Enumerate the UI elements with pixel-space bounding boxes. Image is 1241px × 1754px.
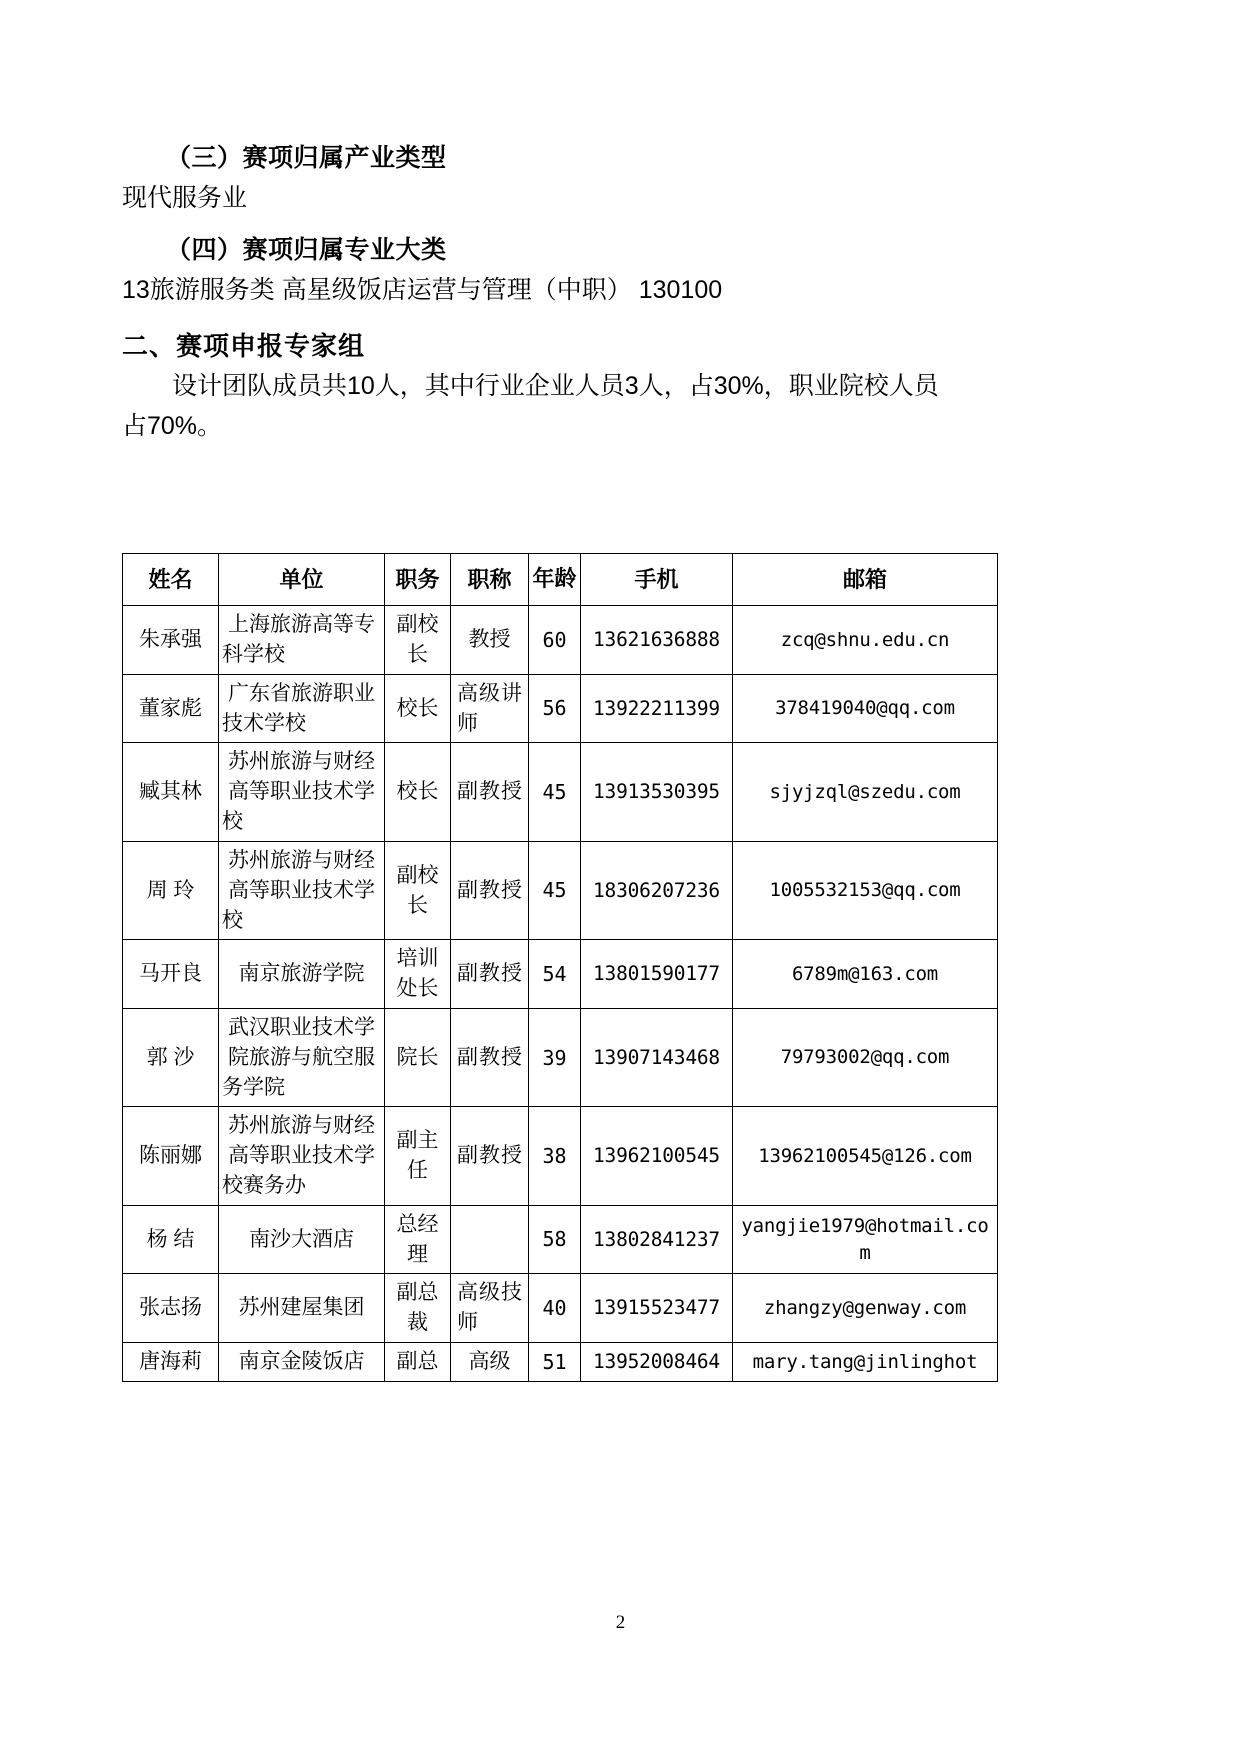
cell-email: mary.tang@jinlinghot	[733, 1343, 998, 1382]
cell-name: 唐海莉	[123, 1343, 219, 1382]
column-header-age-text: 年龄	[532, 566, 577, 592]
cell-org: 南沙大酒店	[219, 1205, 385, 1274]
cell-email: zcq@shnu.edu.cn	[733, 606, 998, 675]
column-header-org: 单位	[219, 554, 385, 606]
cell-name: 郭 沙	[123, 1008, 219, 1106]
cell-org: 苏州旅游与财经高等职业技术学校赛务办	[219, 1107, 385, 1205]
cell-title-text: 副教授	[457, 962, 522, 986]
cell-age: 45	[529, 743, 581, 841]
cell-name: 臧其林	[123, 743, 219, 841]
cell-org: 苏州旅游与财经高等职业技术学校	[219, 743, 385, 841]
cell-title-text: 副教授	[457, 780, 522, 804]
table-row	[123, 743, 998, 841]
document-body	[122, 140, 1002, 447]
table-row	[123, 1343, 998, 1382]
cell-title-text: 副教授	[457, 1045, 522, 1069]
column-header-phone: 手机	[581, 554, 733, 606]
cell-title	[451, 674, 529, 743]
cell-org: 苏州旅游与财经高等职业技术学校	[219, 841, 385, 939]
heading-expert-group: 二、赛项申报专家组	[122, 330, 366, 361]
cell-post: 培训处长	[385, 940, 451, 1009]
column-header-name: 姓名	[123, 554, 219, 606]
cell-title-text: 副教授	[457, 1144, 522, 1168]
page-number: 2	[615, 1612, 626, 1633]
column-header-age	[529, 554, 581, 606]
cell-email: yangjie1979@hotmail.com	[733, 1205, 998, 1274]
expert-table-wrapper	[122, 553, 997, 1382]
table-header-row	[123, 554, 998, 606]
cell-phone: 13801590177	[581, 940, 733, 1009]
cell-email: 6789m@163.com	[733, 940, 998, 1009]
heading-section-three: （三）赛项归属产业类型	[166, 144, 447, 172]
cell-post: 总经理	[385, 1205, 451, 1274]
cell-title: 高级	[451, 1343, 529, 1382]
cell-title	[451, 841, 529, 939]
cell-email: 1005532153@qq.com	[733, 841, 998, 939]
table-row	[123, 841, 998, 939]
cell-phone: 13907143468	[581, 1008, 733, 1106]
cell-email: 13962100545@126.com	[733, 1107, 998, 1205]
cell-org: 广东省旅游职业技术学校	[219, 674, 385, 743]
cell-name: 董家彪	[123, 674, 219, 743]
cell-post: 校长	[385, 743, 451, 841]
cell-org: 苏州建屋集团	[219, 1274, 385, 1343]
cell-age: 60	[529, 606, 581, 675]
cell-title-text: 副教授	[457, 878, 522, 902]
table-row	[123, 1107, 998, 1205]
cell-phone: 13802841237	[581, 1205, 733, 1274]
cell-org: 上海旅游高等专科学校	[219, 606, 385, 675]
cell-title: 教授	[451, 606, 529, 675]
column-header-post: 职务	[385, 554, 451, 606]
cell-email: sjyjzql@szedu.com	[733, 743, 998, 841]
major-category-value: 13旅游服务类 高星级饭店运营与管理（中职） 130100	[122, 276, 723, 304]
cell-email: zhangzy@genway.com	[733, 1274, 998, 1343]
cell-name: 马开良	[123, 940, 219, 1009]
cell-phone: 13962100545	[581, 1107, 733, 1205]
cell-title	[451, 1107, 529, 1205]
cell-phone: 13915523477	[581, 1274, 733, 1343]
expert-table	[122, 553, 998, 1382]
column-header-email: 邮箱	[733, 554, 998, 606]
cell-age: 58	[529, 1205, 581, 1274]
cell-name: 陈丽娜	[123, 1107, 219, 1205]
heading-section-four: （四）赛项归属专业大类	[166, 235, 447, 264]
cell-title-text: 高级技师	[457, 1281, 522, 1335]
cell-post: 副总	[385, 1343, 451, 1382]
cell-name: 朱承强	[123, 606, 219, 675]
industry-type-value: 现代服务业	[122, 184, 248, 213]
cell-name: 张志扬	[123, 1274, 219, 1343]
cell-email: 79793002@qq.com	[733, 1008, 998, 1106]
cell-phone: 13922211399	[581, 674, 733, 743]
cell-phone: 13621636888	[581, 606, 733, 675]
cell-post: 院长	[385, 1008, 451, 1106]
cell-age: 39	[529, 1008, 581, 1106]
table-row	[123, 1274, 998, 1343]
column-header-title: 职称	[451, 554, 529, 606]
cell-email: 378419040@qq.com	[733, 674, 998, 743]
cell-age: 54	[529, 940, 581, 1009]
cell-post: 副总裁	[385, 1274, 451, 1343]
table-row	[123, 674, 998, 743]
cell-age: 56	[529, 674, 581, 743]
table-row	[123, 1008, 998, 1106]
cell-title	[451, 1205, 529, 1274]
cell-name: 杨 结	[123, 1205, 219, 1274]
cell-phone: 13952008464	[581, 1343, 733, 1382]
cell-name: 周 玲	[123, 841, 219, 939]
table-row	[123, 940, 998, 1009]
cell-title	[451, 1008, 529, 1106]
cell-title	[451, 940, 529, 1009]
table-row	[123, 606, 998, 675]
cell-age: 45	[529, 841, 581, 939]
cell-phone: 13913530395	[581, 743, 733, 841]
cell-post: 副主任	[385, 1107, 451, 1205]
cell-org: 南京旅游学院	[219, 940, 385, 1009]
cell-post: 副校长	[385, 606, 451, 675]
expert-group-summary: 设计团队成员共10人，其中行业企业人员3人，占30%，职业院校人员占70%。	[122, 371, 939, 441]
cell-age: 38	[529, 1107, 581, 1205]
cell-title	[451, 1274, 529, 1343]
cell-age: 40	[529, 1274, 581, 1343]
cell-org: 武汉职业技术学院旅游与航空服务学院	[219, 1008, 385, 1106]
cell-post: 副校长	[385, 841, 451, 939]
cell-org: 南京金陵饭店	[219, 1343, 385, 1382]
cell-age: 51	[529, 1343, 581, 1382]
cell-title-text: 高级讲师	[457, 681, 522, 735]
cell-title	[451, 743, 529, 841]
expert-table-body	[123, 606, 998, 1382]
table-row	[123, 1205, 998, 1274]
cell-post: 校长	[385, 674, 451, 743]
cell-phone: 18306207236	[581, 841, 733, 939]
